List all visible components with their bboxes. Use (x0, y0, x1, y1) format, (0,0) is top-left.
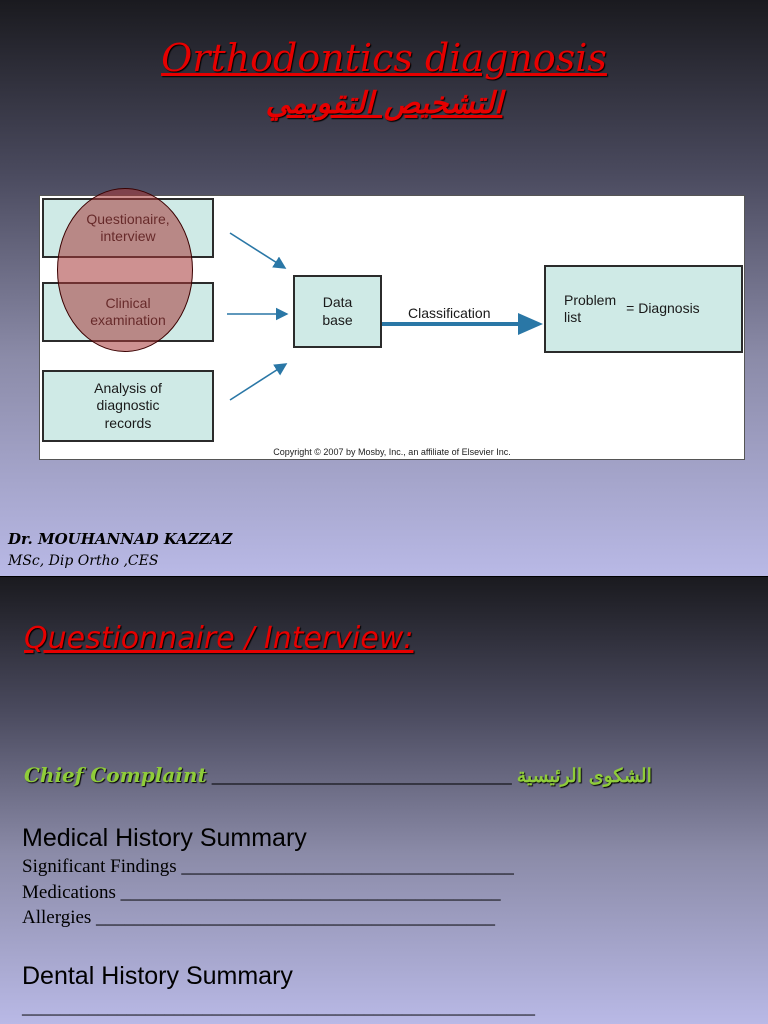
medical-history-heading: Medical History Summary (22, 824, 307, 852)
diagnostic-records-box: Analysis of diagnostic records (42, 370, 214, 442)
chief-complaint-arabic: الشكوى الرئيسية (516, 765, 652, 787)
slide-title-arabic: التشخيص التقويمي (265, 86, 503, 121)
author-name: Dr. MOUHANNAD KAZZAZ (8, 530, 233, 548)
problem-list-box (544, 265, 743, 353)
database-box: Data base (293, 275, 382, 348)
arrow-records-to-database (230, 364, 286, 400)
diagnosis-label: = Diagnosis (626, 300, 700, 317)
dental-history-blank: ______________________________________________________ (22, 997, 535, 1018)
questionnaire-title: Questionnaire / Interview: (24, 621, 414, 656)
problem-list-label: Problem list (564, 291, 617, 325)
medications-field: Medications ________________________________________ (22, 882, 501, 903)
chief-complaint-row (24, 763, 652, 788)
chief-complaint-blank: ______________________________ (206, 765, 517, 787)
significant-findings-field: Significant Findings ___________________________________ (22, 856, 514, 877)
arrow-questionnaire-to-database (230, 233, 285, 268)
slide-title-english: Orthodontics diagnosis (161, 36, 607, 80)
author-credentials: MSc, Dip Ortho ,CES (8, 553, 159, 569)
classification-label: Classification (408, 305, 491, 321)
slide-2 (0, 577, 768, 1024)
diagram-copyright: Copyright © 2007 by Mosby, Inc., an affiliate of Elsevier Inc. (273, 447, 511, 457)
allergies-field: Allergies __________________________________________ (22, 907, 496, 928)
dental-history-heading: Dental History Summary (22, 962, 293, 990)
diagnosis-flow-diagram (39, 195, 745, 460)
chief-complaint-label: Chief Complaint (24, 763, 207, 787)
classification-arrow-head (518, 313, 543, 335)
